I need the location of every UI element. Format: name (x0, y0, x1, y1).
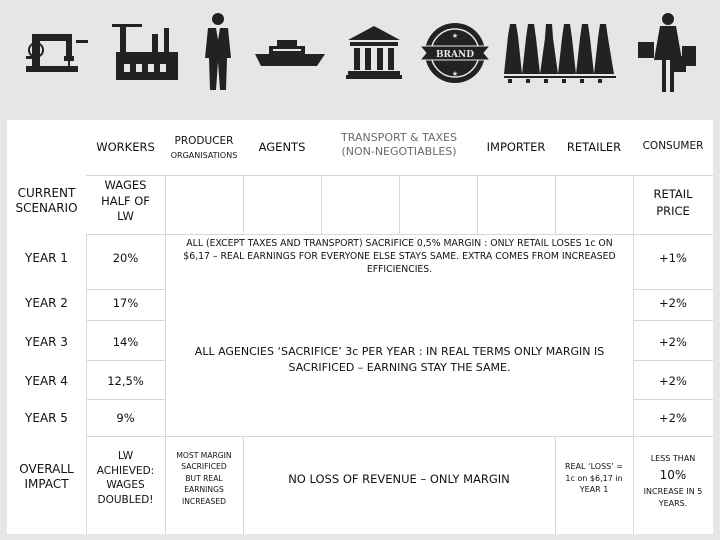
overall-producer (165, 450, 243, 507)
year1-note-line1: ALL (EXCEPT TAXES AND TRANSPORT) SACRIFICE 0,5% MARGIN : ONLY RETAIL LOSES 1c ON (186, 238, 613, 249)
overall-retailer-line2: 1c on $6,17 in (565, 473, 623, 483)
sewing-machine-icon (22, 30, 90, 74)
header-workers: WORKERS (96, 140, 155, 154)
overall-retailer-line3: YEAR 1 (579, 485, 609, 495)
current-workers-line3: LW (117, 209, 134, 224)
dresses-rack-icon (502, 16, 620, 84)
overall-consumer-line2: 10% (659, 467, 687, 482)
current-workers-line1: WAGES (104, 178, 147, 192)
current-workers-cell (86, 178, 165, 225)
overall-consumer-line3: INCREASE IN 5 (643, 486, 703, 496)
current-workers-line2: HALF OF (101, 193, 150, 208)
year1-label: YEAR 1 (25, 251, 68, 265)
overall-producer-line2: SACRIFICED (181, 462, 227, 472)
overall-producer-line1: MOST MARGIN (176, 451, 232, 460)
overall-producer-line5: INCREASED (182, 496, 226, 506)
overall-label-line1: OVERALL (19, 462, 74, 476)
overall-producer-line3: BUT REAL (185, 473, 223, 483)
year1-workers: 20% (112, 251, 139, 265)
year4-workers: 12,5% (107, 374, 144, 388)
overall-retailer-line1: REAL ‘LOSS’ = (564, 462, 624, 471)
overall-label (7, 462, 86, 492)
year4-label: YEAR 4 (25, 374, 68, 388)
year3-workers: 14% (112, 335, 139, 349)
header-transport-line1: TRANSPORT & TAXES (341, 131, 457, 144)
overall-workers-line1: LW (117, 450, 134, 462)
overall-workers (86, 449, 165, 508)
year1-note-line2: $6,17 – REAL EARNINGS FOR EVERYONE ELSE STAYS SAME. EXTRA COMES FROM INCREASED (183, 251, 616, 263)
svg-text:★: ★ (451, 70, 459, 78)
header-importer: IMPORTER (486, 140, 546, 154)
overall-consumer-line1: LESS THAN (650, 454, 696, 463)
overall-workers-line2: ACHIEVED: (96, 464, 155, 477)
current-label-line2: SCENARIO (15, 201, 78, 215)
year2-label: YEAR 2 (25, 296, 68, 310)
current-consumer-line2: PRICE (656, 203, 690, 218)
year3-consumer: +2% (659, 335, 687, 349)
year2-consumer: +2% (659, 296, 687, 310)
brand-badge-icon (420, 20, 490, 86)
year5-label: YEAR 5 (25, 411, 68, 425)
header-transport (321, 131, 477, 159)
current-scenario-label (7, 186, 86, 216)
overall-consumer-line4: YEARS. (658, 498, 688, 508)
year2-workers: 17% (112, 296, 139, 310)
header-producer (165, 135, 243, 161)
current-label-line1: CURRENT (17, 186, 76, 200)
year1-consumer: +1% (659, 251, 687, 265)
current-consumer-line1: RETAIL (653, 187, 693, 201)
svg-text:★: ★ (451, 32, 459, 40)
overall-middle: NO LOSS OF REVENUE – ONLY MARGIN (288, 472, 510, 486)
header-agents: AGENTS (258, 140, 306, 154)
overall-workers-line3: WAGES (106, 479, 145, 492)
brand-badge-text: BRAND (435, 50, 475, 60)
government-building-icon (346, 24, 402, 80)
overall-producer-line4: EARNINGS (184, 485, 224, 495)
year4-consumer: +2% (659, 374, 687, 388)
overall-consumer (633, 453, 713, 509)
year3-label: YEAR 3 (25, 335, 68, 349)
overall-workers-line4: DOUBLED! (97, 494, 154, 507)
cargo-ship-icon (255, 40, 325, 68)
year1-note-line3: EFFICIENCIES. (366, 264, 433, 276)
overall-label-line2: IMPACT (24, 477, 69, 491)
current-consumer-cell (633, 186, 713, 219)
overall-retailer (555, 461, 633, 496)
header-consumer: CONSUMER (642, 140, 704, 152)
shopper-icon (636, 12, 700, 94)
header-producer-title: PRODUCER (174, 135, 234, 147)
header-transport-line2: (NON-NEGOTIABLES) (341, 144, 457, 158)
header-retailer: RETAILER (566, 140, 622, 154)
middle-note-line2: SACRIFICED – EARNING STAY THE SAME. (288, 360, 511, 374)
year5-workers: 9% (116, 411, 135, 425)
header-producer-sub: ORGANISATIONS (170, 151, 238, 161)
businessman-icon (203, 12, 233, 92)
middle-note-line1: ALL AGENCIES ‘SACRIFICE’ 3c PER YEAR : IN REAL TERMS ONLY MARGIN IS (194, 345, 605, 358)
factory-icon (112, 22, 182, 82)
middle-note (166, 344, 633, 376)
year1-note (166, 237, 633, 276)
year5-consumer: +2% (659, 411, 687, 425)
